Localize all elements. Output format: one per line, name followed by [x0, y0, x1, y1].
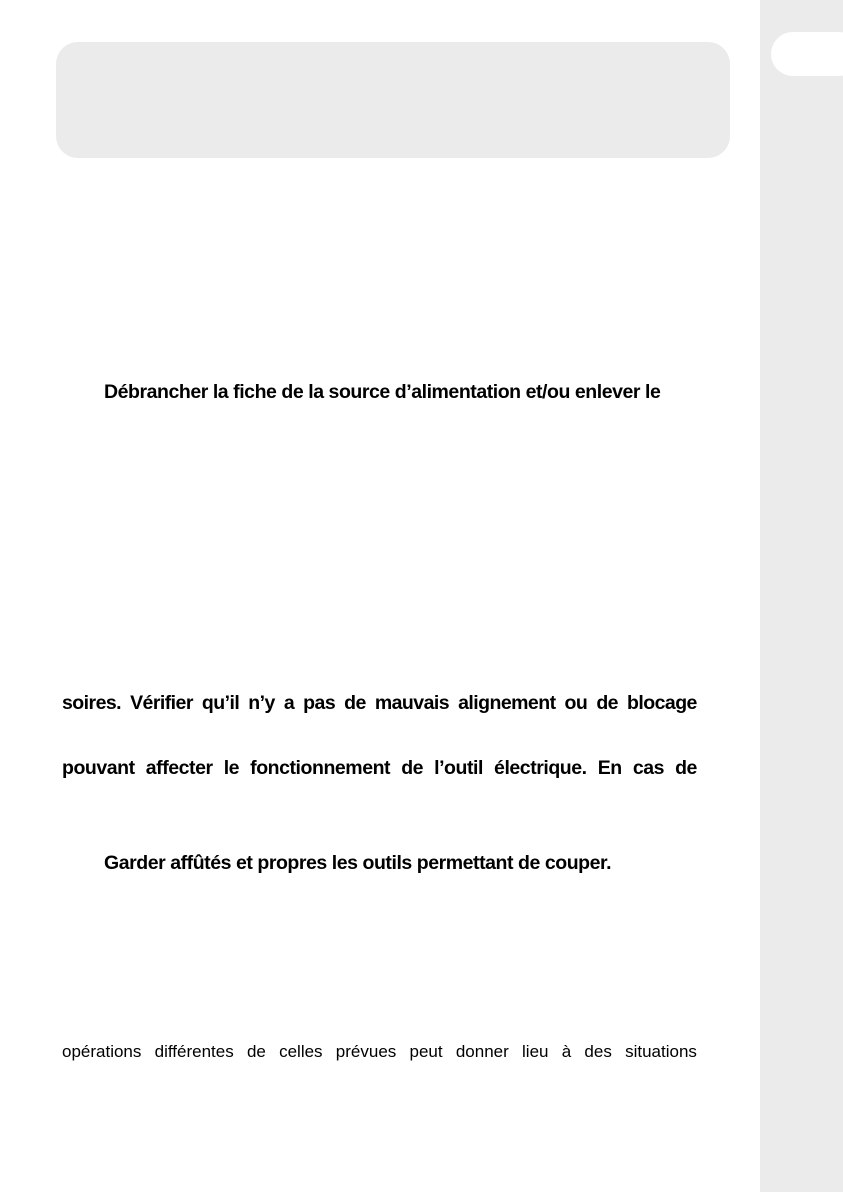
side-tab	[771, 32, 843, 76]
text-line-5: opérations différentes de celles prévues peut donner lieu à des situations	[62, 1042, 697, 1061]
header-box	[56, 42, 730, 158]
text-line-3: pouvant affecter le fonctionnement de l’outil électrique. En cas de	[62, 757, 697, 779]
text-line-4: Garder affûtés et propres les outils permettant de couper.	[104, 852, 612, 874]
text-line-2: soires. Vérifier qu’il n’y a pas de mauvais alignement ou de blocage	[62, 692, 697, 714]
side-strip	[760, 0, 843, 1192]
text-line-1: Débrancher la fiche de la source d’alimentation et/ou enlever le	[104, 381, 661, 403]
